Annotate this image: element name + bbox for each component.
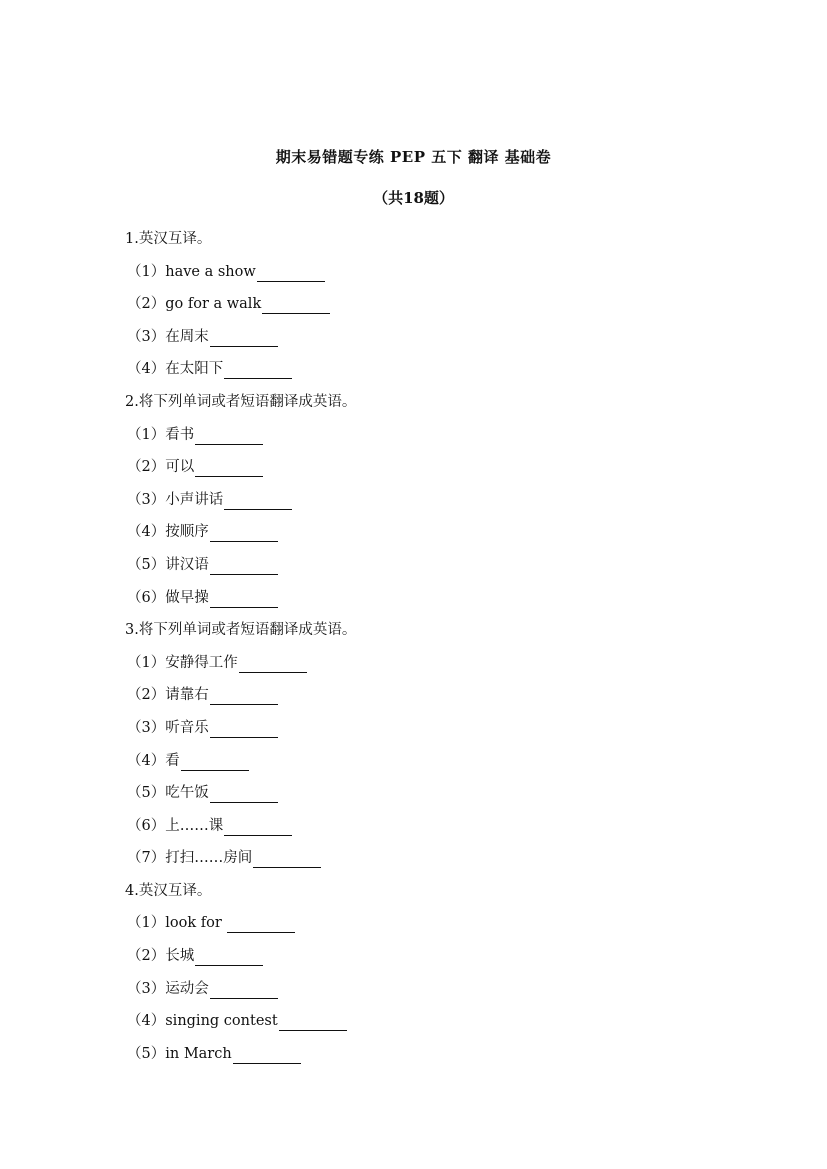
answer-blank[interactable] xyxy=(210,721,278,738)
answer-blank[interactable] xyxy=(195,428,263,445)
question-item xyxy=(125,1044,725,1077)
answer-blank[interactable] xyxy=(195,460,263,477)
question-item xyxy=(125,262,725,295)
item-text: 长城 xyxy=(165,948,195,965)
question-item xyxy=(125,718,725,751)
item-text: singing contest xyxy=(165,1013,278,1030)
question-item xyxy=(125,327,725,360)
question-item xyxy=(125,490,725,523)
item-number: （3） xyxy=(127,719,166,736)
question-item xyxy=(125,425,725,458)
answer-blank[interactable] xyxy=(210,558,278,575)
question-item xyxy=(125,946,725,979)
question-item xyxy=(125,1011,725,1044)
item-number: （5） xyxy=(127,785,166,802)
question-heading: 3.将下列单词或者短语翻译成英语。 xyxy=(125,622,357,639)
question-item xyxy=(125,913,725,946)
item-text: have a show xyxy=(165,263,256,280)
item-number: （4） xyxy=(127,752,166,769)
item-text: 请靠右 xyxy=(165,687,209,704)
answer-blank[interactable] xyxy=(210,525,278,542)
question-item xyxy=(125,685,725,718)
item-text: 小声讲话 xyxy=(165,491,224,508)
item-number: （1） xyxy=(127,263,166,280)
answer-blank[interactable] xyxy=(233,1047,301,1064)
item-number: （1） xyxy=(127,915,166,932)
item-text: 看书 xyxy=(165,426,195,443)
answer-blank[interactable] xyxy=(279,1014,347,1031)
item-text: 吃午饭 xyxy=(165,785,209,802)
item-text: 做早操 xyxy=(165,589,209,606)
question-item xyxy=(125,848,725,881)
question-item xyxy=(125,816,725,849)
item-number: （3） xyxy=(127,328,166,345)
answer-blank[interactable] xyxy=(227,916,295,933)
page-subtitle: （共18题） xyxy=(373,189,454,207)
question-item xyxy=(125,359,725,392)
item-text: 按顺序 xyxy=(165,524,209,541)
item-text: go for a walk xyxy=(165,296,262,313)
question-heading: 2.将下列单词或者短语翻译成英语。 xyxy=(125,393,357,410)
item-text: in March xyxy=(165,1045,232,1062)
item-number: （1） xyxy=(127,654,166,671)
item-text: 运动会 xyxy=(165,980,209,997)
answer-blank[interactable] xyxy=(224,493,292,510)
question-heading: 4.英汉互译。 xyxy=(125,882,212,899)
item-number: （5） xyxy=(127,1045,166,1062)
answer-blank[interactable] xyxy=(210,982,278,999)
item-number: （2） xyxy=(127,687,166,704)
page-title: 期末易错题专练 PEP 五下 翻译 基础卷 xyxy=(275,148,552,166)
item-number: （5） xyxy=(127,556,166,573)
question-item xyxy=(125,783,725,816)
item-text: 在周末 xyxy=(165,328,209,345)
answer-blank[interactable] xyxy=(210,688,278,705)
question-item xyxy=(125,522,725,555)
item-text: look for xyxy=(165,915,227,932)
question-item xyxy=(125,751,725,784)
item-number: （2） xyxy=(127,948,166,965)
item-number: （1） xyxy=(127,426,166,443)
item-text: 打扫……房间 xyxy=(165,850,253,867)
item-number: （7） xyxy=(127,850,166,867)
answer-blank[interactable] xyxy=(253,851,321,868)
question-list xyxy=(125,229,725,1076)
answer-blank[interactable] xyxy=(181,754,249,771)
item-number: （2） xyxy=(127,296,166,313)
answer-blank[interactable] xyxy=(210,330,278,347)
answer-blank[interactable] xyxy=(224,362,292,379)
question-heading: 1.英汉互译。 xyxy=(125,231,212,247)
item-text: 听音乐 xyxy=(165,719,209,736)
item-text: 可以 xyxy=(165,459,195,476)
question-item xyxy=(125,457,725,490)
answer-blank[interactable] xyxy=(210,591,278,608)
question-item xyxy=(125,555,725,588)
item-number: （2） xyxy=(127,459,166,476)
answer-blank[interactable] xyxy=(195,949,263,966)
item-number: （6） xyxy=(127,589,166,606)
answer-blank[interactable] xyxy=(239,656,307,673)
item-number: （4） xyxy=(127,1013,166,1030)
item-number: （3） xyxy=(127,980,166,997)
question-item xyxy=(125,294,725,327)
item-number: （3） xyxy=(127,491,166,508)
question-item xyxy=(125,588,725,621)
item-number: （4） xyxy=(127,524,166,541)
answer-blank[interactable] xyxy=(224,819,292,836)
answer-blank[interactable] xyxy=(262,297,330,314)
item-text: 在太阳下 xyxy=(165,361,224,378)
question-item xyxy=(125,979,725,1012)
item-text: 讲汉语 xyxy=(165,556,209,573)
item-text: 上……课 xyxy=(165,817,224,834)
item-text: 安静得工作 xyxy=(165,654,238,671)
item-text: 看 xyxy=(165,752,180,769)
question-item xyxy=(125,653,725,686)
answer-blank[interactable] xyxy=(210,786,278,803)
answer-blank[interactable] xyxy=(257,265,325,282)
item-number: （4） xyxy=(127,361,166,378)
item-number: （6） xyxy=(127,817,166,834)
